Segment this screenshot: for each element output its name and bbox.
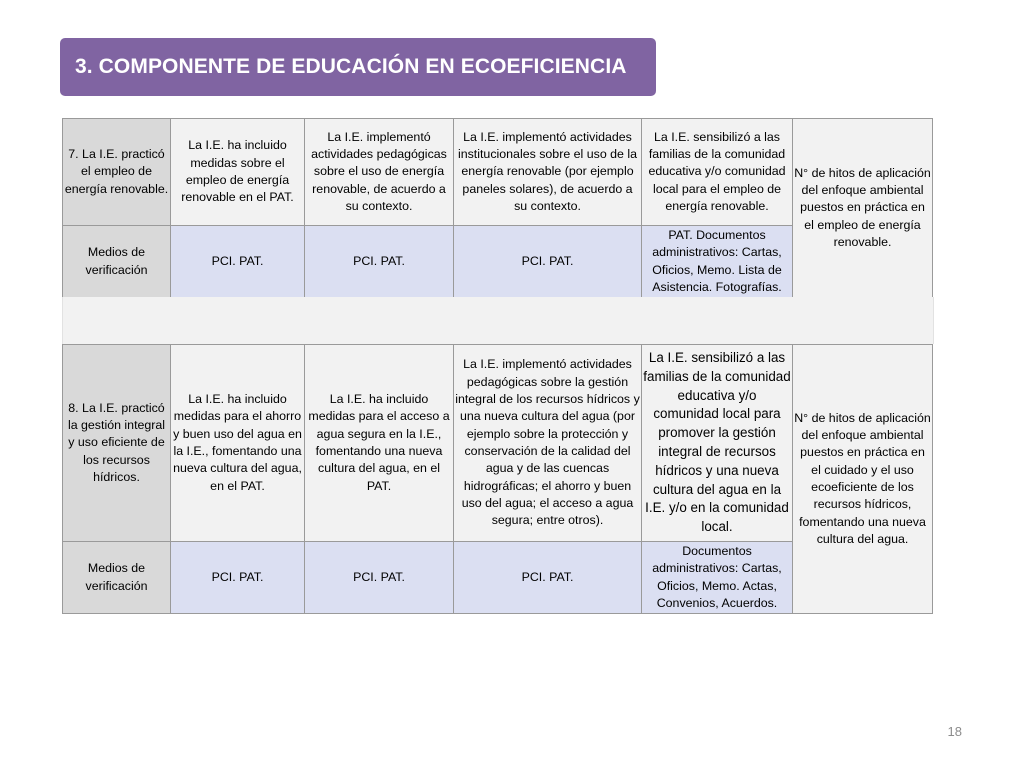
indicator-cell: N° de hitos de aplicación del enfoque ambiental puestos en práctica en el cuidado y el uso ecoeficiente de los recursos hídricos, fomentando una nueva cultura del agua.: [793, 345, 933, 614]
verification-label: Medios de verificación: [63, 226, 171, 298]
verification-cell: PCI. PAT.: [454, 542, 642, 614]
verification-label: Medios de verificación: [63, 542, 171, 614]
criteria-row: [63, 119, 933, 226]
criterion-cell: La I.E. ha incluido medidas para el acceso a agua segura en la I.E., fomentando una nueva cultura del agua, en el PAT.: [305, 345, 454, 542]
criterion-cell: La I.E. ha incluido medidas para el ahorro y buen uso del agua en la I.E., fomentando una nueva cultura del agua, en el PAT.: [171, 345, 305, 542]
verification-cell: PCI. PAT.: [171, 542, 305, 614]
verification-cell: PCI. PAT.: [305, 542, 454, 614]
separator-band: [62, 297, 934, 344]
slide-title: 3. COMPONENTE DE EDUCACIÓN EN ECOEFICIENCIA: [75, 55, 627, 78]
criterion-header: 7. La I.E. practicó el empleo de energía renovable.: [63, 119, 171, 226]
criterion-cell: La I.E. implementó actividades institucionales sobre el uso de la energía renovable (por ejemplo paneles solares), de acuerdo a su contexto.: [454, 119, 642, 226]
verification-cell: PCI. PAT.: [305, 226, 454, 298]
indicator-cell: N° de hitos de aplicación del enfoque ambiental puestos en práctica en el empleo de energía renovable.: [793, 119, 933, 298]
criterion-header: 8. La I.E. practicó la gestión integral y uso eficiente de los recursos hídricos.: [63, 345, 171, 542]
criterion-cell: La I.E. implementó actividades pedagógicas sobre el uso de energía renovable, de acuerdo a su contexto.: [305, 119, 454, 226]
criterion-cell: La I.E. sensibilizó a las familias de la comunidad educativa y/o comunidad local para el empleo de energía renovable.: [642, 119, 793, 226]
verification-cell: Documentos administrativos: Cartas, Oficios, Memo. Actas, Convenios, Acuerdos.: [642, 542, 793, 614]
title-banner: [60, 38, 656, 96]
criterion-cell: La I.E. ha incluido medidas sobre el empleo de energía renovable en el PAT.: [171, 119, 305, 226]
page-number: 18: [947, 724, 962, 739]
verification-cell: PCI. PAT.: [454, 226, 642, 298]
section-7-table: [62, 118, 933, 298]
criteria-row: [63, 345, 933, 542]
verification-cell: PCI. PAT.: [171, 226, 305, 298]
section-8-table: [62, 344, 933, 614]
criterion-cell: La I.E. sensibilizó a las familias de la comunidad educativa y/o comunidad local para promover la gestión integral de recursos hídricos y una nueva cultura del agua en la I.E. y/o en la comunidad local.: [642, 345, 793, 542]
criterion-cell: La I.E. implementó actividades pedagógicas sobre la gestión integral de los recursos hídricos y una nueva cultura del agua (por ejemplo sobre la protección y conservación de la calidad del agua y de las cuencas hidrográficas; el ahorro y buen uso del agua; el acceso a agua segura; entre otros).: [454, 345, 642, 542]
verification-cell: PAT. Documentos administrativos: Cartas, Oficios, Memo. Lista de Asistencia. Fotografías.: [642, 226, 793, 298]
